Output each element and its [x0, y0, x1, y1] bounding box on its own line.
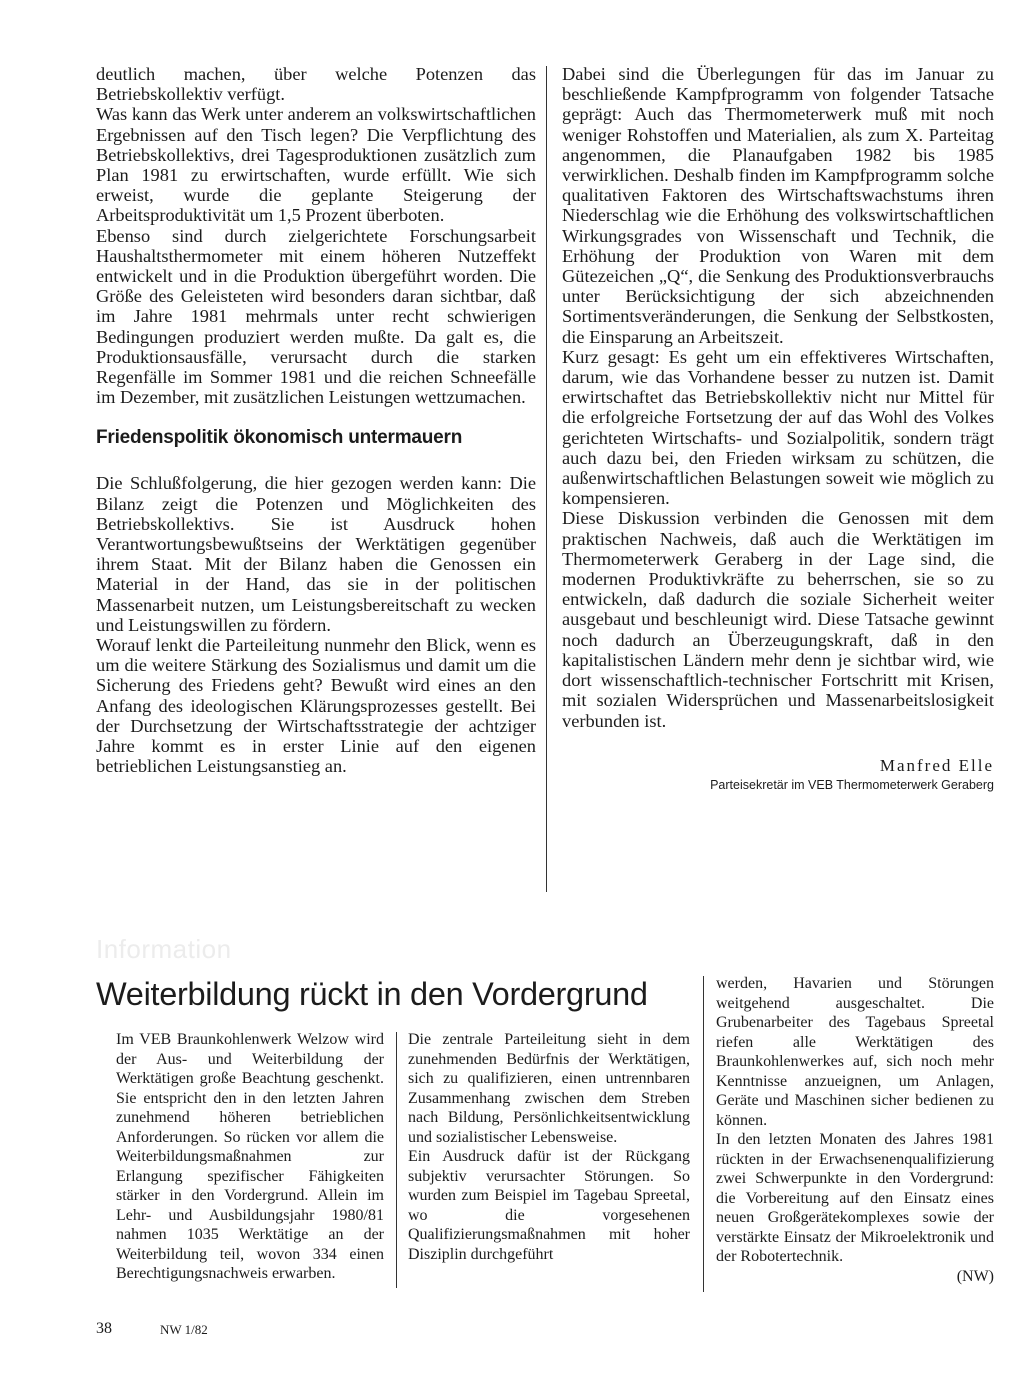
paragraph: Die zentrale Parteileitung sieht in dem zunehmenden Bedürfnis der Werktätigen, sich zu qualifizieren, einen untrennbaren Zusammenhang zwischen dem Streben nach Bildung, Persönlichkeitsentwicklung und sozialistischer Lebensweise. — [408, 1031, 690, 1146]
issue-label: NW 1/82 — [160, 1322, 208, 1337]
info-headline: Weiterbildung rückt in den Vordergrund — [96, 976, 648, 1012]
paragraph: Diese Diskussion verbinden die Genossen mit dem praktischen Nachweis, daß auch die Werktätigen im Thermometerwerk Geraberg in der Lage sind, die modernen Produktivkräfte zu beherrschen, sie so zu entwickeln, daß dadurch die soziale Sicherheit weiter ausgebaut und beschleunigt wird. Diese Tatsache gewinnt noch dadurch an Überzeugungskraft, daß in den kapitalistischen Ländern mehr denn je sichtbar wird, wie dort wissenschaftlich-technischer Fortschritt mit Krisen, mit sozialen Widersprüchen und Massenarbeitslosigkeit verbunden ist. — [562, 508, 994, 731]
paragraph: Im VEB Braunkohlenwerk Welzow wird der Aus- und Weiterbildung der Werktätigen große Beachtung geschenkt. Sie entspricht den in den letzten Jahren zunehmend höheren betrieblichen Anforderungen. So rücken vor allem die Weiterbildungsmaßnahmen zur Erlangung spezifischer Fähigkeiten stärker in den Vordergrund. Allein im Lehr- und Ausbildungsjahr 1980/81 nahmen 1035 Werktätige an der Weiterbildung teil, wovon 334 einen Berechtigungsnachweis erwarben. — [116, 1031, 384, 1282]
page-number: 38 — [96, 1320, 112, 1337]
paragraph: Was kann das Werk unter anderem an volkswirtschaftlichen Ergebnissen auf den Tisch legen? Die Verpflichtung des Betriebskollektivs, drei Tagesproduktionen zusätzlich zum Plan 1981 zu erwirtschaften, wurde erfüllt. Wie sich erweist, wurde die geplante Steigerung der Arbeitsproduktivität um 1,5 Prozent überboten. — [96, 104, 536, 226]
author-name: Manfred Elle — [879, 755, 994, 775]
column-divider — [396, 1032, 397, 1288]
column-divider — [703, 976, 704, 1292]
info-column-1 — [116, 1030, 384, 1284]
info-column-2 — [408, 1030, 690, 1264]
paragraph: Kurz gesagt: Es geht um ein effektiveres Wirtschaften, darum, wie das Vorhandene besser zu nutzen ist. Damit erwirtschaftet das Betriebskollektiv nicht nur Mittel für die erfolgreiche Fortsetzung der auf das Wohl des Volkes gerichteten Wirtschafts- und Sozialpolitik, sondern trägt auch dazu bei, den Frieden wirksam zu schützen, die außenwirtschaftlichen Belastungen soweit wie möglich zu kompensieren. — [562, 346, 994, 509]
article-right-column — [562, 64, 994, 793]
info-column-3 — [716, 974, 994, 1286]
paragraph: Worauf lenkt die Parteileitung nunmehr den Blick, wenn es um die weitere Stärkung des Sozialismus und damit um die Sicherung des Friedens geht? Bewußt wird eines an den Anfang des ideologischen Klärungsprozesses gestellt. Bei der Durchsetzung der Wirtschaftsstrategie der achtziger Jahre kommt es in erster Linie auf den eigenen betrieblichen Leistungsanstieg an. — [96, 635, 536, 777]
paragraph: deutlich machen, über welche Potenzen das Betriebskollektiv verfügt. — [96, 64, 536, 105]
paragraph: werden, Havarien und Störungen weitgehend ausgeschaltet. Die Grubenarbeiter des Tagebaus Spreetal riefen alle Werktätigen des Braunkohlenwerkes auf, sich noch mehr Kenntnisse anzueignen, um Anlagen, Geräte und Maschinen sicher bedienen zu können. — [716, 975, 994, 1129]
source-credit: (NW) — [956, 1267, 994, 1285]
section-kicker: Information — [96, 934, 232, 964]
paragraph: In den letzten Monaten des Jahres 1981 rückten in der Erwachsenenqualifizierung zwei Schwerpunkte in den Vordergrund: die Vorbereitung auf den Einsatz eines neuen Großgerätekomplexes sowie der verstärkte Einsatz der Mikroelektronik und der Robotertechnik. — [716, 1131, 994, 1265]
article-left-column — [96, 64, 536, 777]
paragraph: Dabei sind die Überlegungen für das im Januar zu beschließende Kampfprogramm von folgender Tatsache geprägt: Auch das Thermometerwerk muß mit noch weniger Rohstoffen und Materialien, als zum X. Parteitag angenommen, die Planaufgaben 1982 bis 1985 verwirklichen. Deshalb finden im Kampfprogramm solche qualitativen Faktoren des Wirtschaftswachstums ihren Niederschlag wie die Erhöhung des volkswirtschaftlichen Wirkungsgrades von Wissenschaft und Technik, die Erhöhung der Produktion von Waren mit dem Gütezeichen „Q“, die Senkung des Produktionsverbrauchs unter Berücksichtigung der sich abzeichnenden Sortimentsveränderungen, die Senkung der Selbstkosten, die Einsparung an Arbeitszeit. — [562, 64, 994, 347]
paragraph: Ein Ausdruck dafür ist der Rückgang subjektiv verursachter Störungen. So wurden zum Beispiel im Tagebau Spreetal, wo die vorgesehenen Qualifizierungsmaßnahmen mit hoher Disziplin durchgeführt — [408, 1148, 690, 1263]
paragraph: Die Schlußfolgerung, die hier gezogen werden kann: Die Bilanz zeigt die Potenzen und Möglichkeiten des Betriebskollektivs. Sie ist Ausdruck hohen Verantwortungsbewußtseins der Werktätigen gegenüber ihrem Staat. Mit der Bilanz haben die Genossen ein Material in der Hand, das sie in der politischen Massenarbeit nutzen, um Leistungsbereitschaft zu wecken und Leistungswillen zu fördern. — [96, 473, 536, 635]
section-subheading: Friedenspolitik ökonomisch untermauern — [96, 427, 463, 449]
column-divider — [546, 66, 547, 892]
author-affiliation: Parteisekretär im VEB Thermometerwerk Geraberg — [710, 777, 994, 792]
paragraph: Ebenso sind durch zielgerichtete Forschungsarbeit Haushaltsthermometer mit einem höheren Nutzeffekt entwickelt und in die Produktion übergeführt worden. Die Größe des Geleisteten wird besonders daran sichtbar, daß im Jahre 1981 mehrmals unter recht schwierigen Bedingungen produziert werden mußte. Da galt es, die Produktionsausfälle, verursacht durch die starken Regenfälle im Sommer 1981 und die reichen Schneefälle im Dezember, mit zusätzlichen Leistungen wettzumachen. — [96, 225, 536, 408]
